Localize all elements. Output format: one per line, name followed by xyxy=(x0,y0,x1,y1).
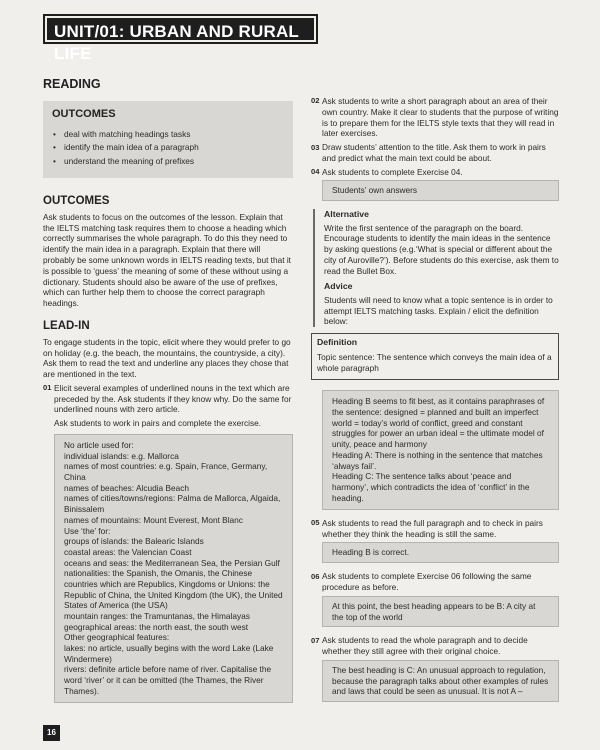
alternative-text: Write the first sentence of the paragraph on the board. Encourage students to identify the main ideas in the sentence by asking questions (e.g.‘What is special or different about the city of Auroville?’). Before students do this exercise, ask them to read the Bullet Box. xyxy=(324,222,559,276)
article-usage-box xyxy=(54,434,293,703)
alternative-heading: Alternative xyxy=(324,209,369,220)
box-line: Heading B seems to fit best, as it contains paraphrases of the sentence: designed = planned and built an imperfect world = today’s world of conflict, greed and constant struggles for power an urban ideal = the ultimate model of unity, peace and harmony xyxy=(332,396,545,450)
outcome-item: • understand the meaning of prefixes xyxy=(52,156,284,167)
exercise-number: 06 xyxy=(311,571,320,581)
exercise-02 xyxy=(311,96,559,139)
answer-box-07: The best heading is C: An unusual approach to regulation, because the paragraph talks about other examples of rules and laws that could be seen as unusual. It is not A – xyxy=(322,660,559,702)
outcomes-heading: OUTCOMES xyxy=(43,194,110,207)
exercise-01 xyxy=(43,383,293,415)
answer-box-06: At this point, the best heading appears to be B: A city at the top of the world xyxy=(322,596,559,628)
exercise-number: 01 xyxy=(43,383,52,393)
advice-text: Students will need to know what a topic sentence is in order to attempt IELTS matching tasks. Explain / elicit the definition below: xyxy=(324,294,553,327)
left-column xyxy=(43,76,293,703)
box-line: countries which are Republics, Kingdoms or Unions: the Republic of China, the United Kingdom (the UK), the United States of America (the USA) xyxy=(64,578,283,611)
exercise-number: 03 xyxy=(311,142,320,152)
exercise-text: Ask students to complete Exercise 04. xyxy=(322,166,463,177)
exercise-01-subtext: Ask students to work in pairs and complete the exercise. xyxy=(54,418,262,429)
box-line: mountain ranges: the Tramuntanas, the Himalayas xyxy=(64,611,250,622)
exercise-text: Ask students to read the whole paragraph and to decide whether they still agree with their original choice. xyxy=(322,635,528,657)
exercise-number: 04 xyxy=(311,167,320,177)
advice-heading: Advice xyxy=(324,281,353,292)
exercise-text: Elicit several examples of underlined nouns in the text which are preceded by the. Ask students if they know why. Do the same for underlined nouns with zero article. xyxy=(54,382,292,415)
outcomes-box xyxy=(43,101,293,178)
definition-text: Topic sentence: The sentence which conveys the main idea of a whole paragraph xyxy=(317,352,552,374)
exercise-number: 02 xyxy=(311,96,320,106)
right-column xyxy=(311,96,559,710)
alternative-block xyxy=(313,209,559,327)
answer-box-04: Students’ own answers xyxy=(322,180,559,201)
box-line: names of cities/towns/regions: Palma de Mallorca, Algaida, Binissalem xyxy=(64,493,281,515)
box-line: No article used for: xyxy=(64,440,134,451)
exercise-06 xyxy=(311,571,559,593)
box-line: names of beaches: Alcudia Beach xyxy=(64,482,189,493)
exercise-05 xyxy=(311,518,559,540)
answer-box-05: Heading B is correct. xyxy=(322,542,559,563)
outcomes-text: Ask students to focus on the outcomes of the lesson. Explain that the IELTS matching task requires them to choose a heading which correctly summarises the whole paragraph. To do this they need to identify the main idea in a paragraph. Explain that there will probably be some unknown words in IELTS reading texts, but that it is possible to ‘guess’ the meaning of some of these without using a dictionary. Students should also be aware of the use of prefixes, which can further help them to choose the correct paragraph headings. xyxy=(43,211,291,309)
box-line: names of mountains: Mount Everest, Mont Blanc xyxy=(64,514,243,525)
definition-title: Definition xyxy=(317,337,358,348)
exercise-number: 07 xyxy=(311,635,320,645)
box-line: individual islands: e.g. Mallorca xyxy=(64,450,179,461)
box-line: names of most countries: e.g. Spain, France, Germany, China xyxy=(64,461,268,483)
box-line: rivers: definite article before name of river. Capitalise the word ‘river’ or it can be omitted (the Thames, the River Thames). xyxy=(64,664,272,696)
exercise-text: Draw students’ attention to the title. Ask them to work in pairs and predict what the main text could be about. xyxy=(322,142,546,163)
heading-answer-box xyxy=(322,390,559,510)
box-line: nationalities: the Spanish, the Omanis, the Chinese xyxy=(64,568,253,579)
outcome-item: • identify the main idea of a paragraph xyxy=(52,142,284,153)
box-line: Use ‘the’ for: xyxy=(64,525,111,536)
definition-box xyxy=(311,333,559,380)
page-number: 16 xyxy=(43,725,60,741)
box-line: Heading A: There is nothing in the sentence that matches ‘always fail’. xyxy=(332,449,543,471)
exercise-number: 05 xyxy=(311,518,320,528)
exercise-03 xyxy=(311,142,559,164)
exercise-04 xyxy=(311,167,559,178)
exercise-text: Ask students to complete Exercise 06 following the same procedure as before. xyxy=(322,571,532,592)
box-line: groups of islands: the Balearic Islands xyxy=(64,536,204,547)
lead-in-heading: LEAD-IN xyxy=(43,319,90,332)
outcomes-box-title: OUTCOMES xyxy=(52,108,116,121)
box-line: Heading C: The sentence talks about ‘peace and harmony’, which contradicts the idea of ‘conflict’ in the heading. xyxy=(332,471,530,504)
box-line: Other geographical features: xyxy=(64,632,170,643)
unit-title-banner: UNIT/01: URBAN AND RURAL LIFE xyxy=(43,14,318,44)
exercise-07 xyxy=(311,635,559,657)
exercise-text: Ask students to write a short paragraph about an area of their own country. Make it clear to students that the purpose of writing is to prepare them for the IELTS style texts that they will read in later exercises. xyxy=(322,96,559,139)
exercise-text: Ask students to read the full paragraph and to check in pairs whether they think the heading is still the same. xyxy=(322,517,543,539)
box-line: lakes: no article, usually begins with the word Lake (Lake Windermere) xyxy=(64,643,274,664)
reading-heading: READING xyxy=(43,77,101,91)
lead-in-text: To engage students in the topic, elicit where they would prefer to go on holiday (e.g. the beach, the mountains, the countryside, a city). Ask them to read the text and underline any places they chose that are mentioned in the text. xyxy=(43,336,291,380)
outcomes-list xyxy=(52,129,284,167)
outcome-item: • deal with matching headings tasks xyxy=(52,129,284,140)
box-line: geographical areas: the north east, the south west xyxy=(64,621,249,632)
box-line: coastal areas: the Valencian Coast xyxy=(64,546,192,557)
box-line: oceans and seas: the Mediterranean Sea, the Persian Gulf xyxy=(64,557,280,568)
